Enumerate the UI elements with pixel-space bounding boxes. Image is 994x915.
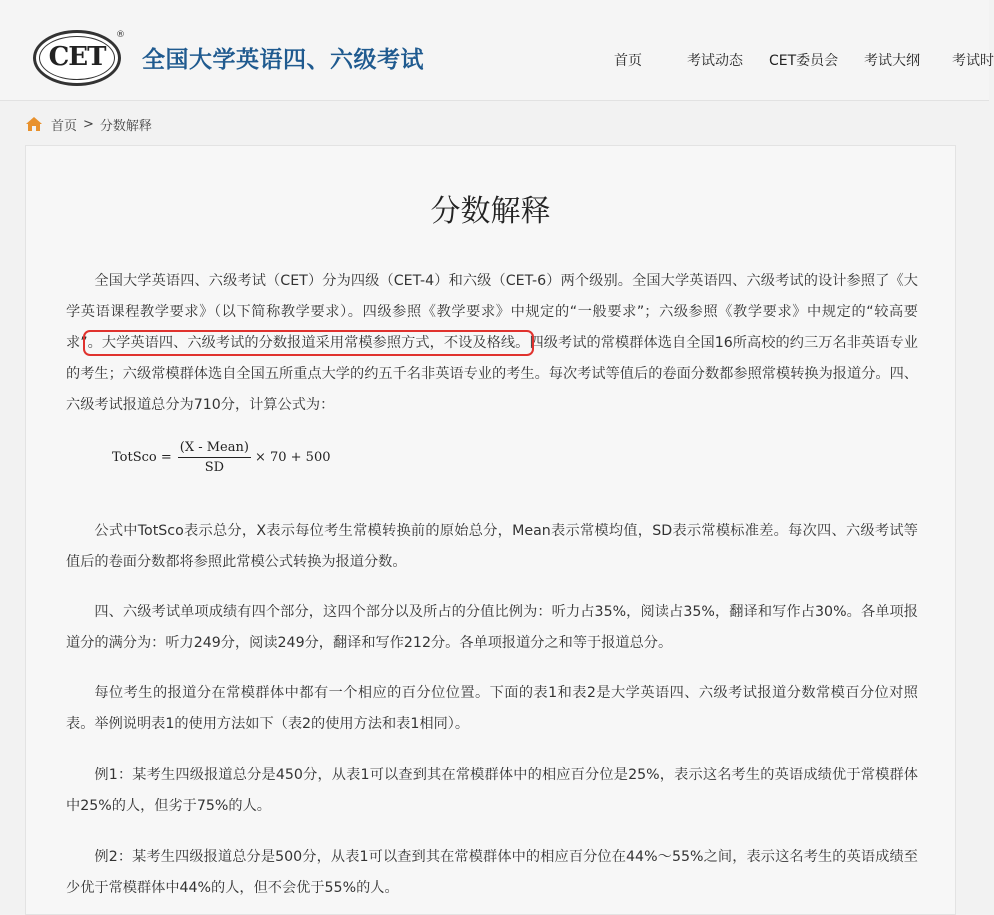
- site-title[interactable]: 全国大学英语四、六级考试: [142, 47, 424, 73]
- formula-numerator: (X - Mean): [178, 440, 251, 458]
- paragraph-example-2: 例2：某考生四级报道总分是500分，从表1可以查到其在常模群体中的相应百分位在44%～55%之间，表示这名考生的英语成绩至少优于常模群体中44%的人，但不会优于55%的人。: [66, 849, 918, 896]
- nav-home[interactable]: 首页: [614, 53, 642, 69]
- nav-exam-news[interactable]: 考试动态: [687, 53, 743, 69]
- article-panel: [25, 145, 956, 915]
- formula-lhs: TotSco =: [112, 450, 172, 465]
- intro-text-before: 全国大学英语四、六级考试（CET）分为四级（CET-4）和六级（CET-6）两个级别。全国大学英语四、六级考试的设计参照了《大学英语课程教学要求》（以下简称教学要求）。四级参照《教学要求》中规定的“一般要求”；六级参照《教学要求》中规定的“较高要求”: [66, 273, 918, 351]
- formula-rhs: × 70 + 500: [254, 450, 331, 465]
- cet-logo-text: CET: [48, 42, 106, 72]
- intro-text-after: 四级考试的常模群体选自全国16所高校的约三万名非英语专业的考生；六级常模群体选自全国五所重点大学的约五千名非英语专业的考生。每次考试等值后的卷面分数都参照常模转换为报道分。四、六级考试报道总分为710分，计算公式为：: [66, 335, 918, 413]
- registered-mark: ®: [116, 30, 125, 40]
- paragraph-intro: [66, 266, 918, 421]
- breadcrumb-home[interactable]: 首页: [51, 118, 78, 134]
- page-title: 分数解释: [430, 194, 551, 229]
- paragraph-percentile: 每位考生的报道分在常模群体中都有一个相应的百分位位置。下面的表1和表2是大学英语四、六级考试报道分数常模百分位对照表。举例说明表1的使用方法如下（表2的使用方法和表1相同）。: [66, 685, 918, 732]
- nav-exam-time[interactable]: 考试时: [952, 53, 994, 69]
- breadcrumb-separator: >: [83, 116, 94, 132]
- paragraph-formula-explanation: 公式中TotSco表示总分，X表示每位考生常模转换前的原始总分，Mean表示常模均值，SD表示常模标准差。每次四、六级考试等值后的卷面分数都将参照此常模公式转换为报道分数。: [66, 523, 918, 570]
- breadcrumb: [25, 114, 152, 134]
- highlighted-sentence: 。大学英语四、六级考试的分数报道采用常模参照方式，不设及格线。: [87, 335, 530, 351]
- main-nav: [0, 50, 994, 70]
- paragraph-sections: 四、六级考试单项成绩有四个部分，这四个部分以及所占的分值比例为：听力占35%，阅读占35%，翻译和写作占30%。各单项报道分的满分为：听力249分，阅读249分，翻译和写作212分。各单项报道分之和等于报道总分。: [66, 604, 918, 651]
- nav-cet-committee[interactable]: CET委员会: [769, 53, 839, 69]
- site-header: [0, 0, 994, 101]
- formula-fraction: [178, 440, 251, 475]
- breadcrumb-current: 分数解释: [99, 118, 152, 134]
- nav-syllabus[interactable]: 考试大纲: [864, 53, 920, 69]
- home-icon[interactable]: [25, 116, 43, 132]
- paragraph-example-1: 例1：某考生四级报道总分是450分，从表1可以查到其在常模群体中的相应百分位是25%，表示这名考生的英语成绩优于常模群体中25%的人，但劣于75%的人。: [66, 767, 918, 814]
- formula-denominator: SD: [204, 460, 225, 475]
- score-formula: [112, 440, 331, 475]
